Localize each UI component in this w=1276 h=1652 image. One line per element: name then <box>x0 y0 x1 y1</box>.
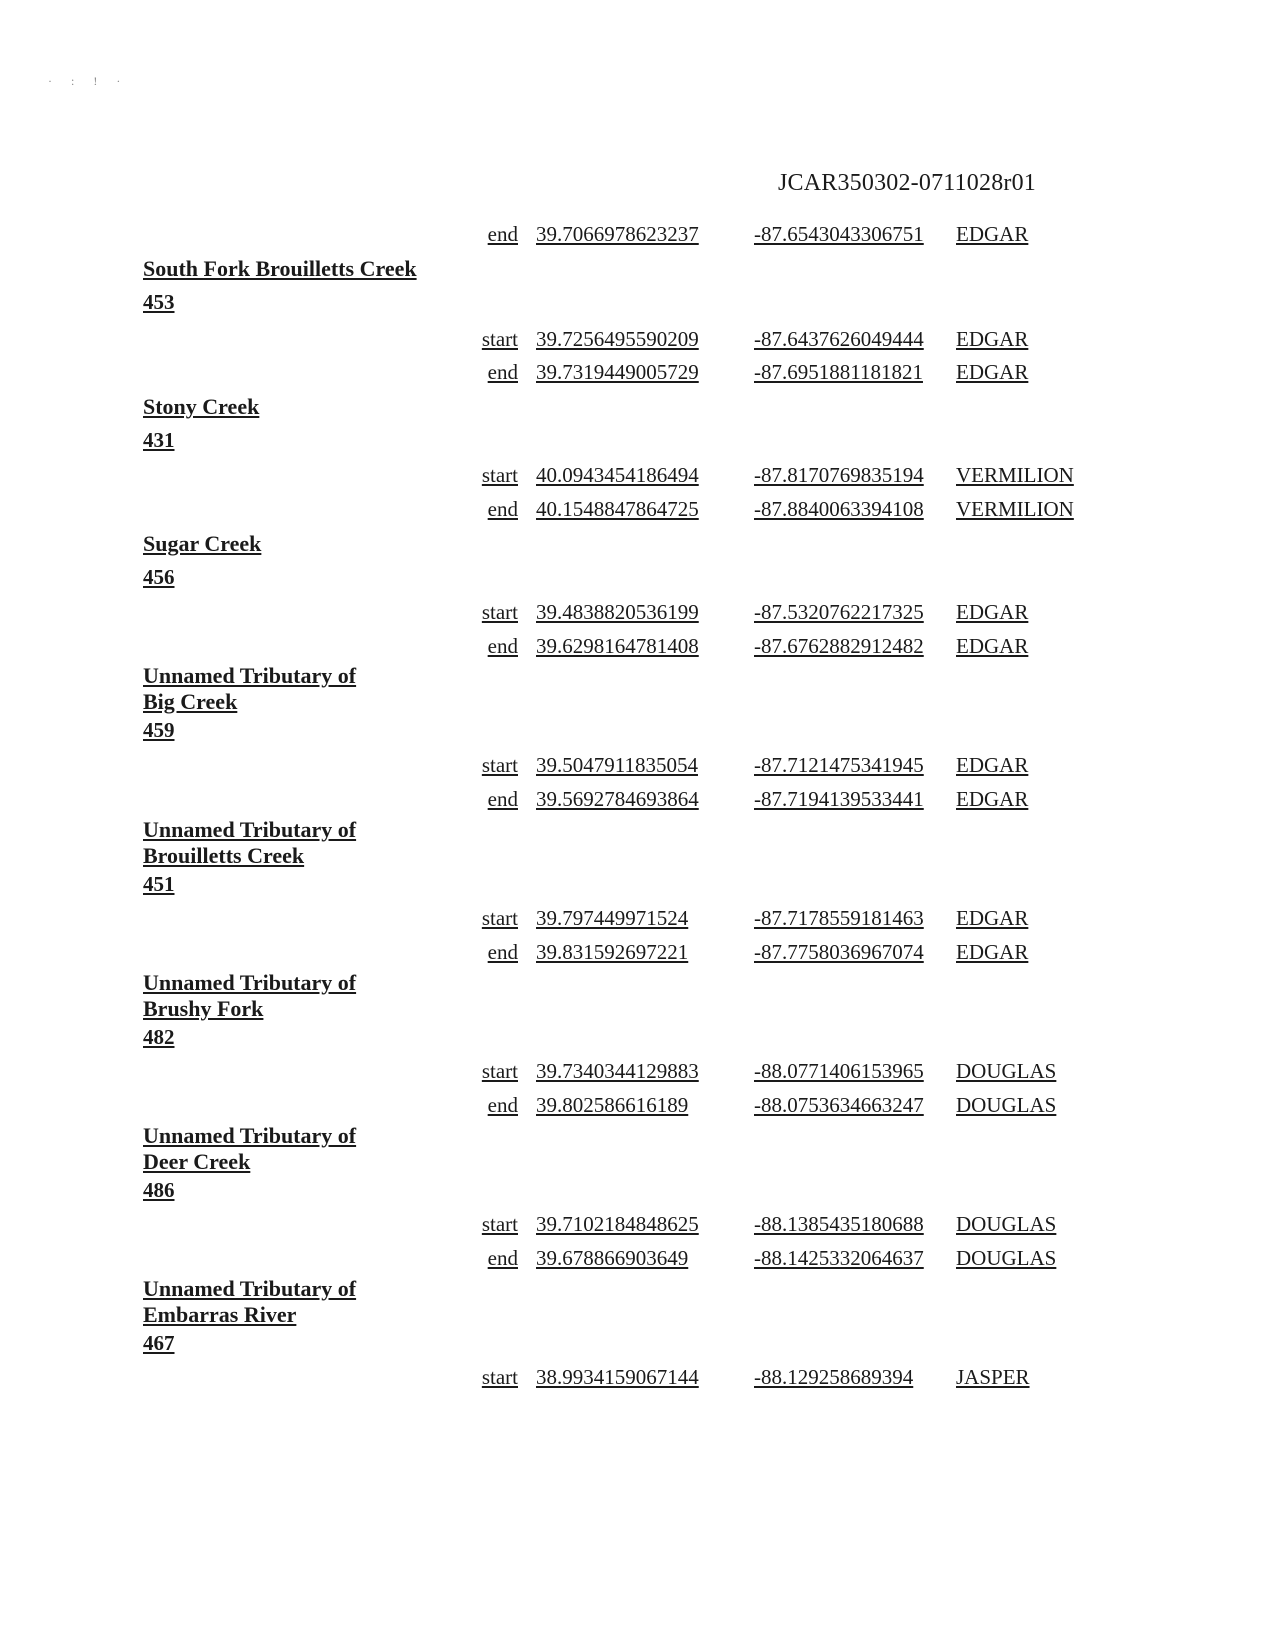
point-latitude: 39.797449971524 <box>536 906 689 930</box>
point-latitude: 38.9934159067144 <box>536 1365 699 1389</box>
point-county: EDGAR <box>956 222 1029 246</box>
point-type: start <box>481 600 518 624</box>
stream-id: 486 <box>143 1178 175 1202</box>
point-type: end <box>487 222 518 246</box>
point-latitude: 39.7319449005729 <box>536 360 699 384</box>
point-latitude: 39.5047911835054 <box>536 753 698 777</box>
stream-id: 431 <box>143 428 175 452</box>
point-county: DOUGLAS <box>956 1246 1057 1270</box>
point-longitude: -88.0771406153965 <box>754 1059 924 1083</box>
stream-name: Unnamed Tributary of Deer Creek <box>143 1123 357 1174</box>
point-county: EDGAR <box>956 360 1029 384</box>
point-longitude: -88.0753634663247 <box>754 1093 924 1117</box>
document-id: JCAR350302-0711028r01 <box>778 170 1036 196</box>
point-latitude: 40.0943454186494 <box>536 463 699 487</box>
point-longitude: -88.1385435180688 <box>754 1212 924 1236</box>
point-longitude: -87.6437626049444 <box>754 327 924 351</box>
point-county: EDGAR <box>956 753 1029 777</box>
stream-name: Stony Creek <box>143 394 260 419</box>
point-type: end <box>487 787 518 811</box>
point-county: EDGAR <box>956 787 1029 811</box>
point-type: start <box>481 753 518 777</box>
point-county: DOUGLAS <box>956 1212 1057 1236</box>
point-type: start <box>481 1059 518 1083</box>
stream-id: 453 <box>143 290 175 314</box>
point-type: end <box>487 634 518 658</box>
point-type: start <box>481 1365 518 1389</box>
point-longitude: -87.7178559181463 <box>754 906 924 930</box>
point-county: EDGAR <box>956 634 1029 658</box>
point-latitude: 39.6298164781408 <box>536 634 699 658</box>
point-county: EDGAR <box>956 600 1029 624</box>
scan-specks: · : ! · <box>48 74 129 88</box>
stream-id: 467 <box>143 1331 175 1355</box>
point-longitude: -88.1425332064637 <box>754 1246 924 1270</box>
point-latitude: 39.4838820536199 <box>536 600 699 624</box>
point-type: start <box>481 463 518 487</box>
point-latitude: 40.1548847864725 <box>536 497 699 521</box>
point-type: start <box>481 1212 518 1236</box>
point-latitude: 39.7102184848625 <box>536 1212 699 1236</box>
point-latitude: 39.5692784693864 <box>536 787 699 811</box>
point-latitude: 39.831592697221 <box>536 940 689 964</box>
point-type: end <box>487 360 518 384</box>
stream-name: Unnamed Tributary of Embarras River <box>143 1276 357 1327</box>
point-longitude: -87.7758036967074 <box>754 940 924 964</box>
point-latitude: 39.678866903649 <box>536 1246 689 1270</box>
point-county: DOUGLAS <box>956 1059 1057 1083</box>
point-longitude: -87.6543043306751 <box>754 222 924 246</box>
point-county: DOUGLAS <box>956 1093 1057 1117</box>
point-type: start <box>481 327 518 351</box>
point-longitude: -87.7121475341945 <box>754 753 924 777</box>
point-type: end <box>487 497 518 521</box>
stream-name: Unnamed Tributary of Brouilletts Creek <box>143 817 357 868</box>
point-type: end <box>487 1246 518 1270</box>
point-type: start <box>481 906 518 930</box>
point-county: VERMILION <box>956 463 1074 487</box>
stream-id: 459 <box>143 718 175 742</box>
point-type: end <box>487 1093 518 1117</box>
stream-name: Unnamed Tributary of Big Creek <box>143 663 357 714</box>
point-longitude: -87.8170769835194 <box>754 463 924 487</box>
point-type: end <box>487 940 518 964</box>
stream-name: Sugar Creek <box>143 531 262 556</box>
point-longitude: -87.6762882912482 <box>754 634 924 658</box>
stream-id: 482 <box>143 1025 175 1049</box>
stream-name: South Fork Brouilletts Creek <box>143 256 417 281</box>
point-latitude: 39.7066978623237 <box>536 222 699 246</box>
point-latitude: 39.7340344129883 <box>536 1059 699 1083</box>
point-longitude: -87.6951881181821 <box>754 360 923 384</box>
point-county: VERMILION <box>956 497 1074 521</box>
point-county: EDGAR <box>956 940 1029 964</box>
point-longitude: -88.129258689394 <box>754 1365 914 1389</box>
point-county: JASPER <box>956 1365 1030 1389</box>
stream-id: 451 <box>143 872 175 896</box>
point-longitude: -87.7194139533441 <box>754 787 924 811</box>
point-latitude: 39.802586616189 <box>536 1093 689 1117</box>
stream-id: 456 <box>143 565 175 589</box>
stream-name: Unnamed Tributary of Brushy Fork <box>143 970 357 1021</box>
point-longitude: -87.8840063394108 <box>754 497 924 521</box>
point-county: EDGAR <box>956 327 1029 351</box>
point-county: EDGAR <box>956 906 1029 930</box>
point-longitude: -87.5320762217325 <box>754 600 924 624</box>
point-latitude: 39.7256495590209 <box>536 327 699 351</box>
